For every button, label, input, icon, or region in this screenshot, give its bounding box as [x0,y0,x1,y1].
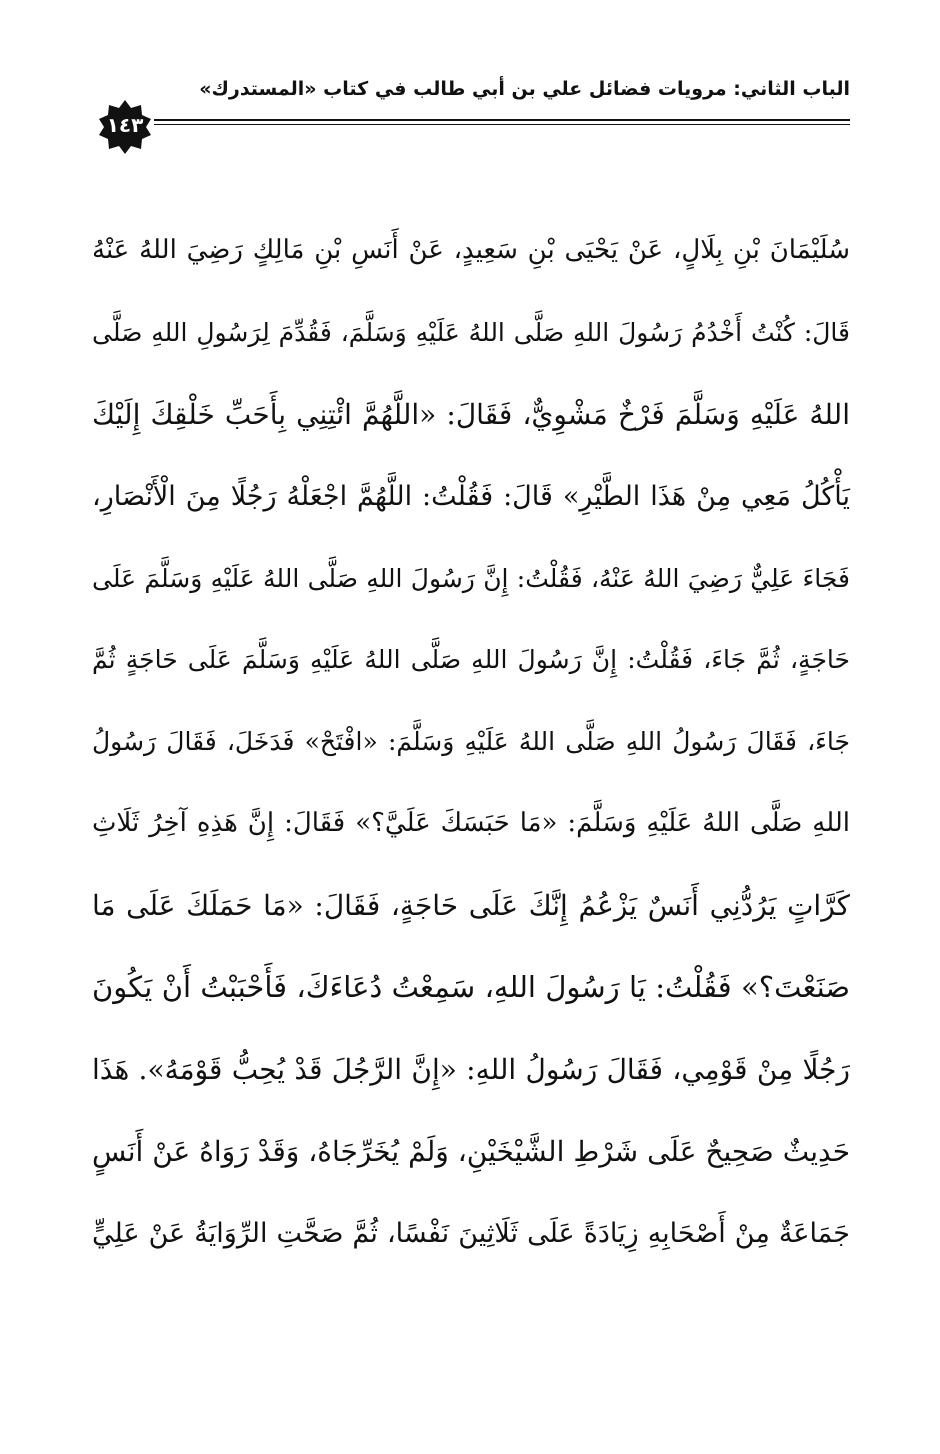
text-line: فَجَاءَ عَلِيٌّ رَضِيَ اللهُ عَنْهُ، فَقُلْتُ: إِنَّ رَسُولَ اللهِ صَلَّى اللهُ عَلَيْهِ وَسَلَّمَ عَلَى [92,563,850,593]
text-line: قَالَ: كُنْتُ أَخْدُمُ رَسُولَ اللهِ صَلَّى اللهُ عَلَيْهِ وَسَلَّمَ، فَقُدِّمَ لِرَسُولِ اللهِ صَلَّى [92,317,850,347]
text-line: سُلَيْمَانَ بْنِ بِلَالٍ، عَنْ يَحْيَى بْنِ سَعِيدٍ، عَنْ أَنَسِ بْنِ مَالِكٍ رَضِيَ اللهُ عَنْهُ [92,235,850,265]
running-header [92,70,850,150]
text-line: يَأْكُلُ مَعِي مِنْ هَذَا الطَّيْرِ» قَالَ: فَقُلْتُ: اللَّهُمَّ اجْعَلْهُ رَجُلًا مِنَ الْأَنْصَارِ، [92,480,850,512]
header-rule-thin [154,124,850,125]
header-rule-thick [154,119,850,121]
text-line: رَجُلًا مِنْ قَوْمِي، فَقَالَ رَسُولُ اللهِ: «إِنَّ الرَّجُلَ قَدْ يُحِبُّ قَوْمَهُ». هَذَا [92,1052,850,1086]
page-number-badge [98,100,152,154]
text-line: اللهُ عَلَيْهِ وَسَلَّمَ فَرْخٌ مَشْوِيٌّ، فَقَالَ: «اللَّهُمَّ ائْتِنِي بِأَحَبِّ خَلْقِكَ إِلَيْكَ [92,397,850,431]
text-line: كَرَّاتٍ يَرُدُّنِي أَنَسٌ يَزْعُمُ إِنَّكَ عَلَى حَاجَةٍ، فَقَالَ: «مَا حَمَلَكَ عَلَى مَا [92,889,850,923]
text-line: حَدِيثٌ صَحِيحٌ عَلَى شَرْطِ الشَّيْخَيْنِ، وَلَمْ يُخَرِّجَاهُ، وَقَدْ رَوَاهُ عَنْ أَنَسٍ [92,1134,850,1168]
text-line: جَاءَ، فَقَالَ رَسُولُ اللهِ صَلَّى اللهُ عَلَيْهِ وَسَلَّمَ: «افْتَحْ» فَدَخَلَ، فَقَالَ رَسُولُ [92,727,850,757]
chapter-title: الباب الثاني: مرويات فضائل علي بن أبي طالب في كتاب «المستدرك» [199,78,850,100]
text-line: صَنَعْتَ؟» فَقُلْتُ: يَا رَسُولَ اللهِ، سَمِعْتُ دُعَاءَكَ، فَأَحْبَبْتُ أَنْ يَكُونَ [92,970,850,1005]
text-line: حَاجَةٍ، ثُمَّ جَاءَ، فَقُلْتُ: إِنَّ رَسُولَ اللهِ صَلَّى اللهُ عَلَيْهِ وَسَلَّمَ عَلَى حَاجَةٍ ثُمَّ [92,645,850,675]
text-line: جَمَاعَةٌ مِنْ أَصْحَابِهِ زِيَادَةً عَلَى ثَلَاثِينَ نَفْسًا، ثُمَّ صَحَّتِ الرِّوَايَةُ عَنْ عَلِيٍّ [92,1217,850,1249]
main-text [92,210,850,1275]
page-number: ١٤٣ [106,113,144,137]
text-line: اللهِ صَلَّى اللهُ عَلَيْهِ وَسَلَّمَ: «مَا حَبَسَكَ عَلَيَّ؟» فَقَالَ: إِنَّ هَذِهِ آخِرُ ثَلَاثِ [92,808,850,839]
